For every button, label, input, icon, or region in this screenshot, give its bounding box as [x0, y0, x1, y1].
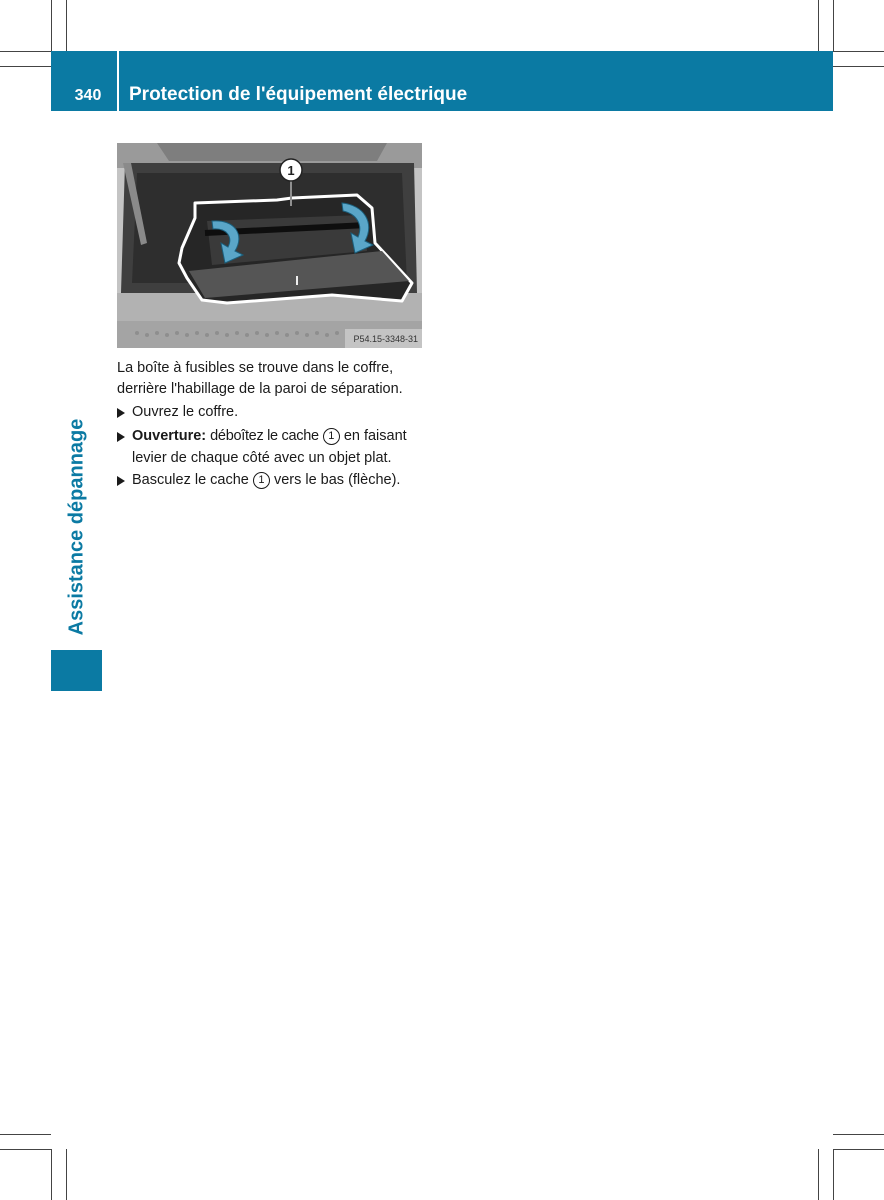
- figure-code: P54.15-3348-31: [353, 334, 418, 344]
- intro-line: derrière l'habillage de la paroi de séparation.: [117, 381, 403, 397]
- crop-mark: [833, 0, 834, 51]
- step-text: vers le bas (flèche).: [273, 472, 401, 488]
- page-title: Protection de l'équipement électrique: [129, 84, 468, 105]
- crop-mark: [0, 66, 51, 67]
- header-divider: [117, 51, 119, 111]
- page-number: 340: [74, 87, 102, 104]
- page-header: [51, 51, 833, 111]
- crop-mark: [833, 1134, 884, 1135]
- callout-number-badge: 1: [323, 428, 340, 445]
- step-text: levier de chaque côté avec un objet plat.: [132, 450, 392, 466]
- bullet-triangle-icon: [117, 432, 125, 442]
- step-text: en faisant: [343, 428, 407, 444]
- crop-mark: [833, 51, 884, 52]
- step-text: déboîtez le cache: [210, 428, 319, 444]
- crop-mark: [833, 1149, 834, 1200]
- callout-number-badge: 1: [253, 472, 270, 489]
- trunk-illustration-graphic: [117, 143, 422, 348]
- crop-mark: [0, 1149, 51, 1150]
- step-body: [132, 469, 427, 491]
- crop-mark: [66, 1149, 67, 1200]
- step-bold-label: Ouverture:: [132, 428, 207, 444]
- intro-line: La boîte à fusibles se trouve dans le coffre,: [117, 360, 394, 376]
- crop-mark: [0, 1134, 51, 1135]
- bullet-triangle-icon: [117, 408, 125, 418]
- trunk-illustration: [117, 143, 422, 348]
- section-tab-label: Assistance dépannage: [65, 418, 88, 636]
- crop-mark: [51, 0, 52, 51]
- instruction-step: [117, 425, 427, 469]
- section-tab-marker: [51, 650, 102, 691]
- intro-paragraph: [117, 358, 427, 400]
- crop-mark: [0, 51, 51, 52]
- crop-mark: [818, 1149, 819, 1200]
- step-text: Ouvrez le coffre.: [132, 404, 239, 420]
- instruction-step: [117, 469, 427, 491]
- crop-mark: [833, 66, 884, 67]
- crop-mark: [66, 0, 67, 51]
- bullet-triangle-icon: [117, 476, 125, 486]
- crop-mark: [818, 0, 819, 51]
- instruction-step: [117, 401, 427, 423]
- callout-number: 1: [287, 163, 295, 178]
- step-body: [132, 425, 427, 469]
- crop-mark: [833, 1149, 884, 1150]
- crop-mark: [51, 1149, 52, 1200]
- step-text: Basculez le cache: [132, 472, 249, 488]
